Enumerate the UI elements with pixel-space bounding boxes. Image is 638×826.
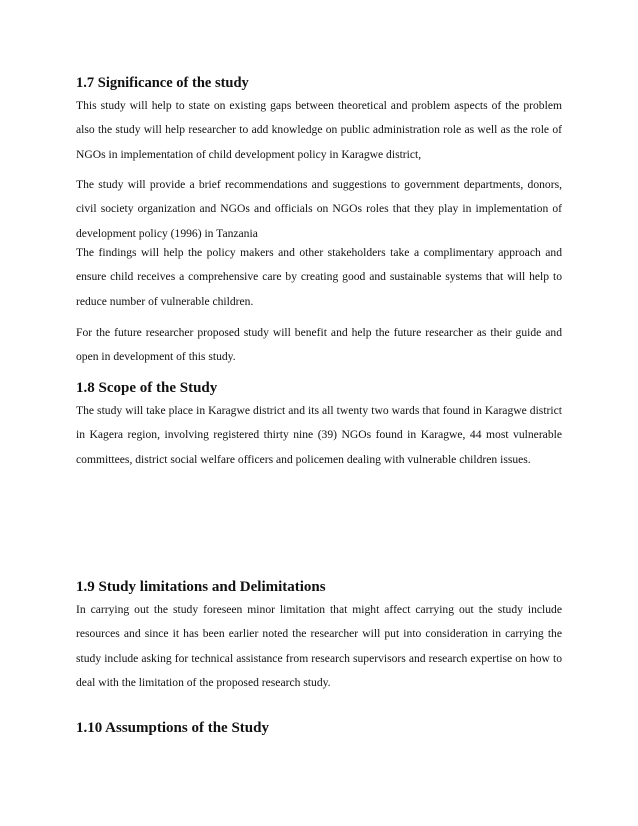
- paragraph-limitations-1: In carrying out the study foreseen minor limitation that might affect carrying out the study include resources and since it has been earlier noted the researcher will put into consideration in carrying the study include asking for technical assistance from research supervisors and research expertise on how to deal with the limitation of the proposed research study.: [76, 603, 562, 690]
- paragraph-significance-4: For the future researcher proposed study will benefit and help the future researcher as their guide and open in development of this study.: [76, 326, 562, 364]
- section-heading-limitations: 1.9 Study limitations and Delimitations: [76, 579, 326, 595]
- paragraph-significance-2: The study will provide a brief recommendations and suggestions to government departments, donors, civil society organization and NGOs and officials on NGOs roles that they play in implementation of development policy (1996) in Tanzania: [76, 178, 562, 240]
- paragraph-significance-3: The findings will help the policy makers and other stakeholders take a complimentary approach and ensure child receives a comprehensive care by creating good and sustainable systems that will help to reduce number of vulnerable children.: [76, 246, 562, 308]
- section-heading-scope: 1.8 Scope of the Study: [76, 380, 218, 396]
- section-heading-significance: 1.7 Significance of the study: [76, 75, 249, 91]
- paragraph-significance-1: This study will help to state on existing gaps between theoretical and problem aspects of the problem also the study will help researcher to add knowledge on public administration role as well as the role of NGOs in implementation of child development policy in Karagwe district,: [76, 99, 562, 161]
- paragraph-scope-1: The study will take place in Karagwe district and its all twenty two wards that found in Karagwe district in Kagera region, involving registered thirty nine (39) NGOs found in Karagwe, 44 most vulnerable committees, district social welfare officers and policemen dealing with vulnerable children issues.: [76, 404, 562, 466]
- section-heading-assumptions: 1.10 Assumptions of the Study: [76, 720, 269, 736]
